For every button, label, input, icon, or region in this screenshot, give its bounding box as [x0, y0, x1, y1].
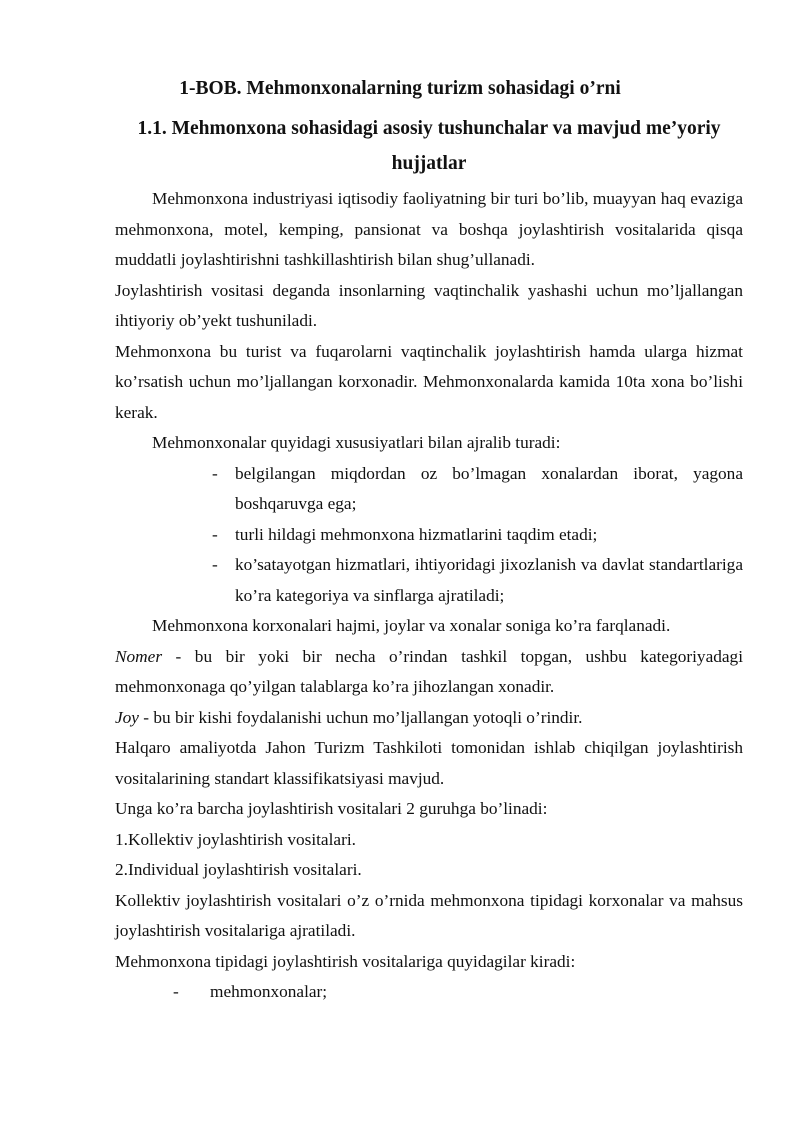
list-item-text: turli hildagi mehmonxona hizmatlarini taqdim etadi; [235, 524, 598, 544]
list-dash: - [212, 555, 218, 574]
nomer-definition-text: - bu bir yoki bir necha o’rindan tashkil topgan, ushbu kategoriyadagi mehmonxonaga qo’yilgan talablarga ko’ra jihozlangan xonadir. [115, 646, 743, 696]
list-item [115, 977, 743, 1008]
paragraph-group-collective: 1.Kollektiv joylashtirish vositalari. [115, 829, 356, 849]
paragraph-two-groups: Unga ko’ra barcha joylashtirish vositalari 2 guruhga bo’linadi: [115, 799, 548, 818]
list-item-text: ko’satayotgan hizmatlari, ihtiyoridagi jixozlanish va davlat standartlariga ko’ra kategoriya va sinflarga ajratiladi; [235, 555, 743, 605]
list-item [115, 520, 743, 551]
list-item [115, 550, 743, 611]
list-dash: - [212, 463, 218, 483]
paragraph-international-practice: Halqaro amaliyotda Jahon Turizm Tashkiloti tomonidan ishlab chiqilgan joylashtirish vositalarining standart klassifikatsiyasi mavjud. [115, 738, 743, 788]
term-joy: Joy [115, 707, 139, 727]
joy-definition-text: - bu bir kishi foydalanishi uchun mo’ljallangan yotoqli o’rindir. [138, 707, 583, 727]
list-item-text: mehmonxonalar; [210, 982, 328, 1001]
paragraph-features-intro: Mehmonxonalar quyidagi xususiyatlari bilan ajralib turadi: [152, 433, 561, 452]
list-item [115, 459, 743, 520]
chapter-heading: 1-BOB. Mehmonxonalarning turizm sohasidagi o’rni [179, 78, 621, 99]
paragraph-hotel-types-intro: Mehmonxona tipidagi joylashtirish vositalariga quyidagilar kiradi: [115, 951, 576, 971]
paragraph-hotel-definition: Mehmonxona bu turist va fuqarolarni vaqtinchalik joylashtirish hamda ularga hizmat ko’rsatish uchun mo’ljallangan korxonadir. Mehmonxonalarda kamida 10ta xona bo’lishi kerak. [115, 341, 743, 422]
document-body [115, 184, 743, 1008]
list-item-text: belgilangan miqdordan oz bo’lmagan xonalardan iborat, yagona boshqaruvga ega; [235, 463, 743, 513]
list-dash: - [212, 524, 218, 544]
paragraph-joy-definition [115, 703, 743, 734]
section-heading: 1.1. Mehmonxona sohasidagi asosiy tushunchalar va mavjud me’yoriy hujjatlar [137, 118, 721, 174]
paragraph-accommodation-definition: Joylashtirish vositasi deganda insonlarning vaqtinchalik yashashi uchun mo’ljallangan ihtiyoriy ob’yekt tushuniladi. [115, 280, 743, 330]
list-dash: - [173, 982, 179, 1001]
paragraph-size-difference: Mehmonxona korxonalari hajmi, joylar va xonalar soniga ko’ra farqlanadi. [152, 616, 671, 635]
paragraph-group-individual: 2.Individual joylashtirish vositalari. [115, 860, 362, 879]
paragraph-hotel-industry: Mehmonxona industriyasi iqtisodiy faoliyatning bir turi bo’lib, muayyan haq evaziga mehmonxona, motel, kemping, pansionat va boshqa joylashtirish vositalarida qisqa muddatli joylashtirishni tashkillashtirish bilan shug’ullanadi. [115, 189, 743, 269]
term-nomer: Nomer [115, 646, 163, 666]
paragraph-nomer-definition [115, 642, 743, 703]
paragraph-collective-split: Kollektiv joylashtirish vositalari o’z o’rnida mehmonxona tipidagi korxonalar va mahsus joylashtirish vositalariga ajratiladi. [115, 890, 743, 940]
